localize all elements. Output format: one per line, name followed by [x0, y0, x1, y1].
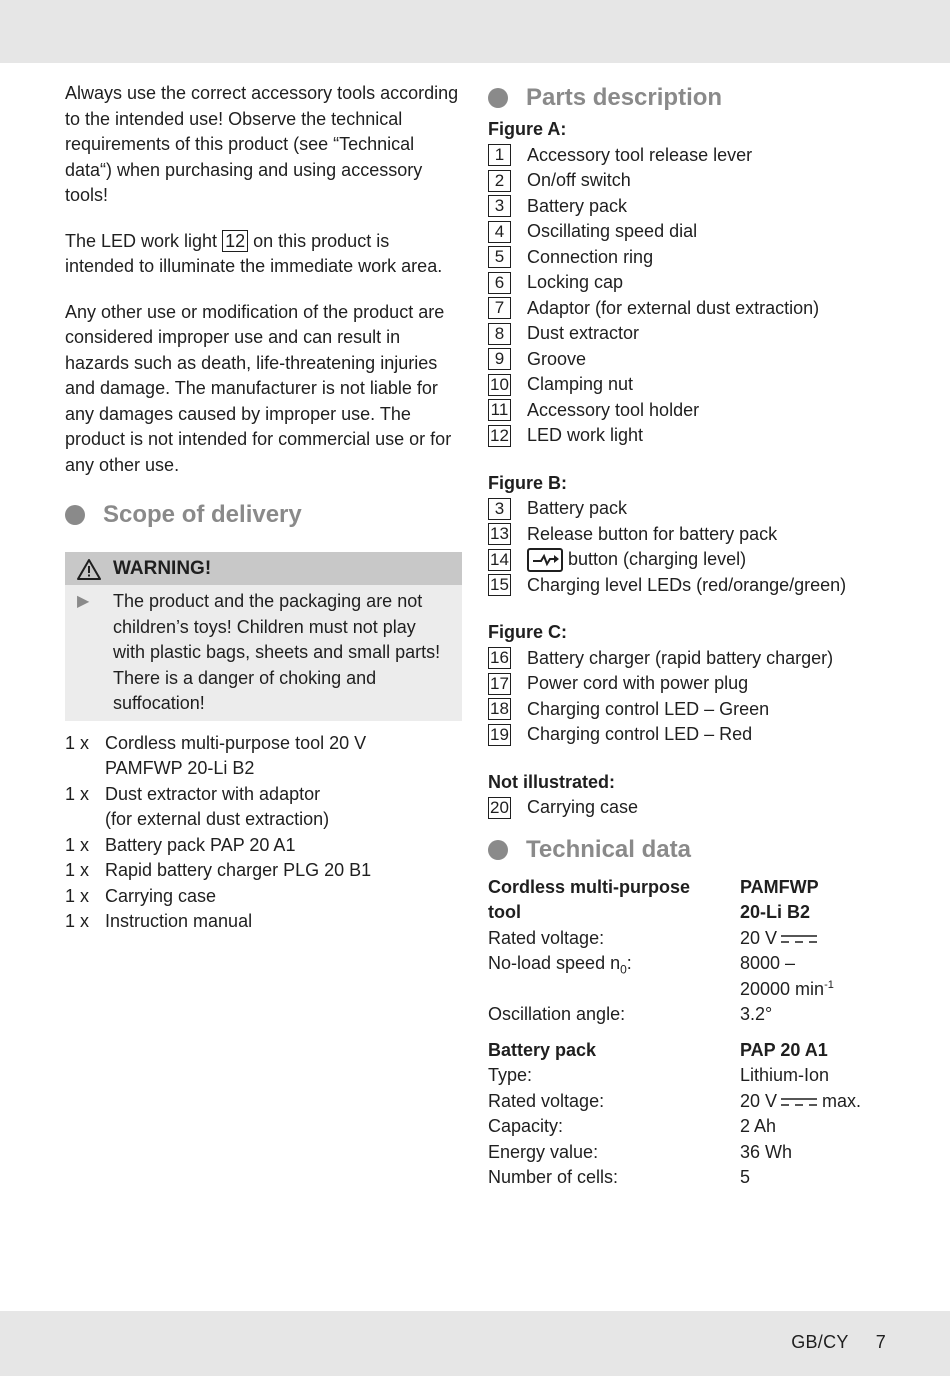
item-quantity: 1 x	[65, 911, 90, 931]
section-heading-text: Scope of delivery	[103, 501, 302, 529]
part-number: 7	[488, 297, 511, 319]
led-paragraph-text-before: The LED work light	[65, 230, 218, 251]
spec-label: Type:	[488, 1065, 533, 1085]
section-bullet-icon	[65, 505, 85, 525]
list-item	[488, 697, 888, 723]
list-item	[488, 671, 888, 697]
warning-box	[65, 552, 462, 721]
list-item	[488, 722, 888, 748]
table-row	[488, 875, 888, 926]
warning-text: The product and the packaging are not children’s toys! Children must not play with plastic bags, sheets and small parts! There is a danger of choking and suffocation!	[113, 591, 441, 713]
spec-label: Rated voltage:	[488, 1090, 605, 1111]
item-quantity: 1 x	[65, 783, 90, 804]
improper-use-paragraph: Any other use or modification of the product are considered improper use and can result in hazards such as death, life-threatening injuries and damage. The manufacturer is not liable for any damages caused by improper use. The product is not intended for commercial use or for any other use.	[65, 301, 452, 475]
list-item	[488, 296, 888, 322]
spec-label: Capacity:	[488, 1116, 564, 1136]
part-number: 19	[488, 724, 511, 746]
list-item	[488, 270, 888, 296]
spec-label: Energy value:	[488, 1141, 599, 1162]
not-illustrated-list	[488, 795, 888, 821]
list-item	[488, 194, 888, 220]
part-text: Oscillating speed dial	[527, 221, 698, 241]
spec-label: Number of cells:	[488, 1167, 619, 1187]
led-light-paragraph	[65, 229, 462, 280]
list-item	[488, 547, 888, 573]
tool-name: Cordless multi-purpose tool	[488, 876, 691, 922]
part-number: 3	[488, 195, 511, 217]
battery-model: PAP 20 A1	[740, 1039, 828, 1060]
part-text: Groove	[527, 348, 587, 369]
list-item	[65, 884, 462, 910]
list-item	[488, 795, 888, 821]
part-text: button (charging level)	[568, 549, 747, 569]
battery-name: Battery pack	[488, 1039, 597, 1060]
list-item	[488, 245, 888, 271]
table-row	[488, 926, 888, 952]
page-number: 7	[875, 1332, 886, 1352]
part-number: 14	[488, 549, 511, 571]
part-text: Connection ring	[527, 246, 654, 267]
list-item	[65, 731, 462, 782]
part-text: Charging level LEDs (red/orange/green)	[527, 574, 847, 595]
direct-current-icon	[781, 1097, 817, 1107]
table-row	[488, 951, 888, 1002]
list-item	[488, 168, 888, 194]
item-quantity: 1 x	[65, 732, 90, 753]
spec-value: 8000 – 20000 $\min^{-1}$	[740, 953, 834, 999]
part-text: Battery charger (rapid battery charger)	[527, 647, 834, 668]
list-item	[488, 143, 888, 169]
list-item	[65, 833, 462, 859]
section-heading-text: Technical data	[526, 835, 691, 863]
part-text: On/off switch	[527, 170, 631, 190]
table-row	[488, 1089, 888, 1115]
list-item	[488, 496, 888, 522]
intended-use-paragraph: Always use the correct accessory tools according to the intended use! Observe the technical requirements of this product (see “Technical data“) when purchasing and using accessory tools!	[65, 83, 459, 205]
not-illustrated-label: Not illustrated:	[488, 771, 616, 792]
warning-body	[65, 585, 462, 721]
warning-header	[65, 552, 462, 585]
technical-data-table	[488, 875, 888, 1191]
tool-model: PAMFWP 20-Li B2	[740, 876, 819, 922]
top-bar	[0, 0, 950, 63]
figure-a-list	[488, 143, 888, 449]
spec-value: 36 Wh	[740, 1141, 793, 1162]
part-number: 3	[488, 498, 511, 520]
list-item	[488, 423, 888, 449]
item-text: Instruction manual	[105, 911, 253, 931]
footer-region: GB/CY	[791, 1332, 849, 1352]
figure-c-label: Figure C:	[488, 622, 567, 642]
spec-label: No-load speed $n_0$:	[488, 953, 632, 977]
spec-value: 3.2°	[740, 1004, 773, 1024]
part-text: Charging control LED – Red	[527, 724, 753, 744]
spec-label: Oscillation angle:	[488, 1004, 626, 1024]
spec-value: 20 V max.	[740, 1090, 862, 1111]
part-number: 4	[488, 221, 511, 243]
table-row	[488, 1002, 888, 1028]
part-text: Power cord with power plug	[527, 673, 749, 693]
part-reference-box: 12	[222, 230, 248, 252]
figure-b-list	[488, 496, 888, 598]
right-column	[488, 81, 888, 1191]
technical-data-heading	[488, 833, 888, 867]
part-number: 10	[488, 374, 511, 396]
table-row	[488, 1165, 888, 1191]
part-number: 12	[488, 425, 511, 447]
part-text: Battery pack	[527, 195, 628, 216]
table-row	[488, 1140, 888, 1166]
figure-a-label: Figure A:	[488, 119, 567, 139]
table-row	[488, 1063, 888, 1089]
part-number: 15	[488, 574, 511, 596]
item-quantity: 1 x	[65, 834, 90, 855]
list-item	[65, 858, 462, 884]
delivery-list	[65, 731, 462, 935]
part-text: Carrying case	[527, 797, 639, 817]
part-number: 16	[488, 647, 511, 669]
section-heading-text: Parts description	[526, 84, 723, 112]
list-item	[65, 909, 462, 935]
table-row	[488, 1114, 888, 1140]
list-item	[488, 372, 888, 398]
item-quantity: 1 x	[65, 885, 90, 906]
part-text: Charging control LED – Green	[527, 698, 770, 719]
part-text: Adaptor (for external dust extraction)	[527, 297, 820, 318]
spec-value: 2 Ah	[740, 1116, 777, 1136]
part-number: 5	[488, 246, 511, 268]
footer	[791, 1330, 886, 1356]
triangle-bullet-icon: ▶	[77, 593, 90, 610]
warning-title: WARNING!	[113, 557, 212, 579]
part-number: 13	[488, 523, 511, 545]
part-text: Accessory tool holder	[527, 399, 700, 420]
list-item	[488, 522, 888, 548]
item-text: Cordless multi-purpose tool 20 V PAMFWP 20-Li B2	[105, 732, 367, 778]
part-number: 11	[488, 399, 511, 421]
list-item	[488, 646, 888, 672]
table-row	[488, 1038, 888, 1064]
part-text: Locking cap	[527, 272, 624, 292]
spec-value: Lithium-Ion	[740, 1065, 830, 1085]
part-number: 8	[488, 323, 511, 345]
part-number: 2	[488, 170, 511, 192]
part-number: 18	[488, 698, 511, 720]
part-text: Release button for battery pack	[527, 523, 778, 544]
item-text: Rapid battery charger PLG 20 B1	[105, 860, 372, 880]
part-text: LED work light	[527, 425, 644, 445]
parts-description-heading	[488, 81, 888, 115]
list-item	[488, 398, 888, 424]
part-number: 17	[488, 673, 511, 695]
part-number: 6	[488, 272, 511, 294]
scope-of-delivery-heading	[65, 498, 462, 532]
item-quantity: 1 x	[65, 860, 90, 880]
part-text: Dust extractor	[527, 323, 640, 343]
part-text: Clamping nut	[527, 374, 634, 394]
item-text: Battery pack PAP 20 A1	[105, 834, 296, 855]
part-number: 9	[488, 348, 511, 370]
warning-triangle-icon	[77, 558, 101, 580]
direct-current-icon	[781, 934, 817, 944]
list-item	[488, 347, 888, 373]
left-column	[65, 81, 462, 935]
part-text: Battery pack	[527, 498, 628, 518]
list-item	[65, 782, 462, 833]
item-text: Dust extractor with adaptor (for external dust extraction)	[105, 783, 330, 829]
spec-label: Rated voltage:	[488, 927, 605, 948]
charging-level-button-icon	[527, 548, 563, 572]
led-paragraph-text-after: on this product is intended to illuminate the immediate work area.	[65, 230, 443, 276]
item-text: Carrying case	[105, 885, 217, 906]
section-bullet-icon	[488, 88, 508, 108]
figure-c-list	[488, 646, 888, 748]
list-item	[488, 219, 888, 245]
spec-value: 20 V	[740, 926, 888, 952]
list-item	[488, 573, 888, 599]
part-text: Accessory tool release lever	[527, 144, 753, 165]
list-item	[488, 321, 888, 347]
section-bullet-icon	[488, 840, 508, 860]
part-number: 1	[488, 144, 511, 166]
spec-value: 5	[740, 1167, 751, 1187]
part-number: 20	[488, 797, 511, 819]
figure-b-label: Figure B:	[488, 472, 567, 493]
